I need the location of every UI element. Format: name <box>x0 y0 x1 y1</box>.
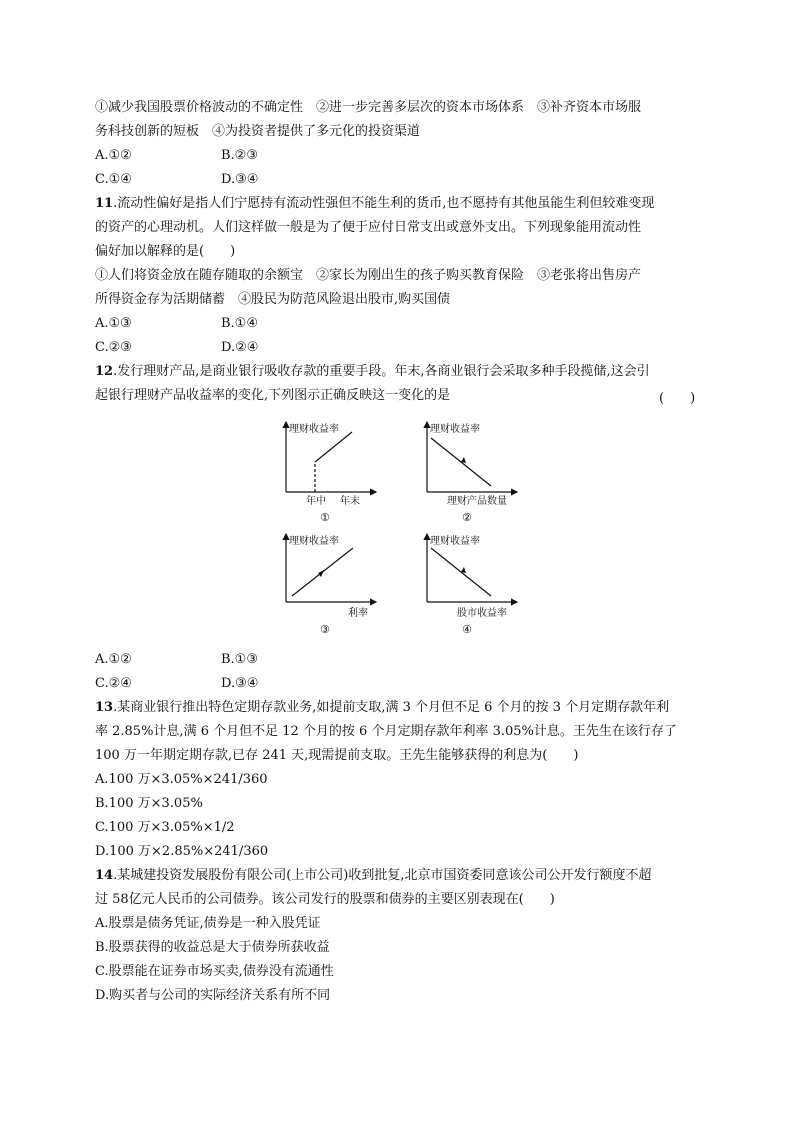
q11-stem-line-3: 偏好加以解释的是( ) <box>95 244 236 259</box>
q12-option-c[interactable]: C.②④ <box>95 676 132 691</box>
q10-option-b[interactable]: B.②③ <box>221 148 258 163</box>
direction-arrow <box>461 567 466 573</box>
q14-option-c[interactable]: C.股票能在证券市场买卖,债券没有流通性 <box>95 964 334 979</box>
answer-paren: ( ) <box>659 391 696 406</box>
q11-stem-line-2: 的资产的心理动机。人们这样做一般是为了便于应付日常支出或意外支出。下列现象能用流动性 <box>95 220 642 235</box>
q13-stem-line-3: 100 万一年期定期存款,已存 241 天,现需提前支取。王先生能够获得的利息为( ) <box>95 748 579 763</box>
q13-option-a[interactable]: A.100 万×3.05%×241/360 <box>95 772 268 787</box>
q12-option-d[interactable]: D.③④ <box>221 676 259 691</box>
question-number: 14 <box>95 868 114 883</box>
x-axis-label: 利率 <box>348 608 368 619</box>
q12-option-a[interactable]: A.①② <box>95 652 132 667</box>
graph-3[interactable] <box>266 532 386 637</box>
q13-stem-line-1 <box>95 699 669 717</box>
q14-stem-line-2: 过 58亿元人民币的公司债券。该公司发行的股票和债券的主要区别表现在( ) <box>95 892 555 907</box>
q12-stem-line-1 <box>95 363 650 381</box>
y-axis-label: 理财收益率 <box>430 536 480 547</box>
q12-stem-text: .发行理财产品,是商业银行吸收存款的重要手段。年末,各商业银行会采取多种手段揽储,这会引 <box>113 364 650 379</box>
curve-after <box>315 432 352 462</box>
q11-option-a[interactable]: A.①③ <box>95 316 132 331</box>
graph-label: ① <box>320 511 330 524</box>
q11-option-c[interactable]: C.②③ <box>95 340 132 355</box>
q13-stem-text: .某商业银行推出特色定期存款业务,如提前支取,满 3 个月但不足 6 个月的按 3 个月定期存款年利 <box>113 700 670 715</box>
graph-label: ④ <box>462 623 472 636</box>
q14-stem-line-1 <box>95 867 652 885</box>
q14-option-b[interactable]: B.股票获得的收益总是大于债券所获收益 <box>95 940 330 955</box>
x-tick-mid: 年中 <box>306 496 326 507</box>
q13-option-c[interactable]: C.100 万×3.05%×1/2 <box>95 820 235 835</box>
q13-stem-line-2: 率 2.85%计息,满 6 个月但不足 12 个月的按 6 个月定期存款年利率 3.05%计息。王先生在该行存了 <box>95 724 677 739</box>
graph-4[interactable] <box>409 532 529 637</box>
q11-stem-line-1 <box>95 195 654 213</box>
question-number: 11 <box>95 196 114 211</box>
q13-option-d[interactable]: D.100 万×2.85%×241/360 <box>95 844 269 859</box>
graph-label: ② <box>462 511 472 524</box>
q10-statement-line-2: 务科技创新的短板 ④为投资者提供了多元化的投资渠道 <box>95 124 421 139</box>
x-axis-label: 理财产品数量 <box>447 496 507 507</box>
q10-option-a[interactable]: A.①② <box>95 148 132 163</box>
q14-option-d[interactable]: D.购买者与公司的实际经济关系有所不同 <box>95 988 331 1003</box>
x-axis-label: 股市收益率 <box>457 608 507 619</box>
q10-option-d[interactable]: D.③④ <box>221 172 259 187</box>
q12-option-b[interactable]: B.①③ <box>221 652 258 667</box>
graph-2[interactable] <box>409 420 529 525</box>
q11-statement-line-2: 所得资金存为活期储蓄 ④股民为防范风险退出股市,购买国债 <box>95 292 451 307</box>
q11-stem-text: .流动性偏好是指人们宁愿持有流动性强但不能生利的货币,也不愿持有其他虽能生利但较难变现 <box>113 196 655 211</box>
y-axis-label: 理财收益率 <box>289 424 339 435</box>
q13-option-b[interactable]: B.100 万×3.05% <box>95 796 203 811</box>
graph-1[interactable] <box>266 420 386 525</box>
x-tick-end: 年末 <box>340 496 360 507</box>
q12-stem-line-2: 起银行理财产品收益率的变化,下列图示正确反映这一变化的是 <box>95 388 451 403</box>
q11-option-d[interactable]: D.②④ <box>221 340 259 355</box>
q14-option-a[interactable]: A.股票是债务凭证,债券是一种入股凭证 <box>95 916 321 931</box>
direction-arrow <box>461 457 466 463</box>
q11-statement-line-1: ①人们将资金放在随存随取的余额宝 ②家长为刚出生的孩子购买教育保险 ③老张将出售房产 <box>95 268 642 283</box>
question-number: 13 <box>95 700 114 715</box>
y-axis-label: 理财收益率 <box>430 424 480 435</box>
q10-option-c[interactable]: C.①④ <box>95 172 132 187</box>
y-axis-label: 理财收益率 <box>289 536 339 547</box>
graph-label: ③ <box>320 623 330 636</box>
q14-stem-text: .某城建投资发展股份有限公司(上市公司)收到批复,北京市国资委同意该公司公开发行额度不超 <box>113 868 652 883</box>
question-number: 12 <box>95 364 114 379</box>
q10-statement-line-1: ①减少我国股票价格波动的不确定性 ②进一步完善多层次的资本市场体系 ③补齐资本市场服 <box>95 100 642 115</box>
direction-arrow <box>318 570 324 577</box>
q11-option-b[interactable]: B.①④ <box>221 316 258 331</box>
